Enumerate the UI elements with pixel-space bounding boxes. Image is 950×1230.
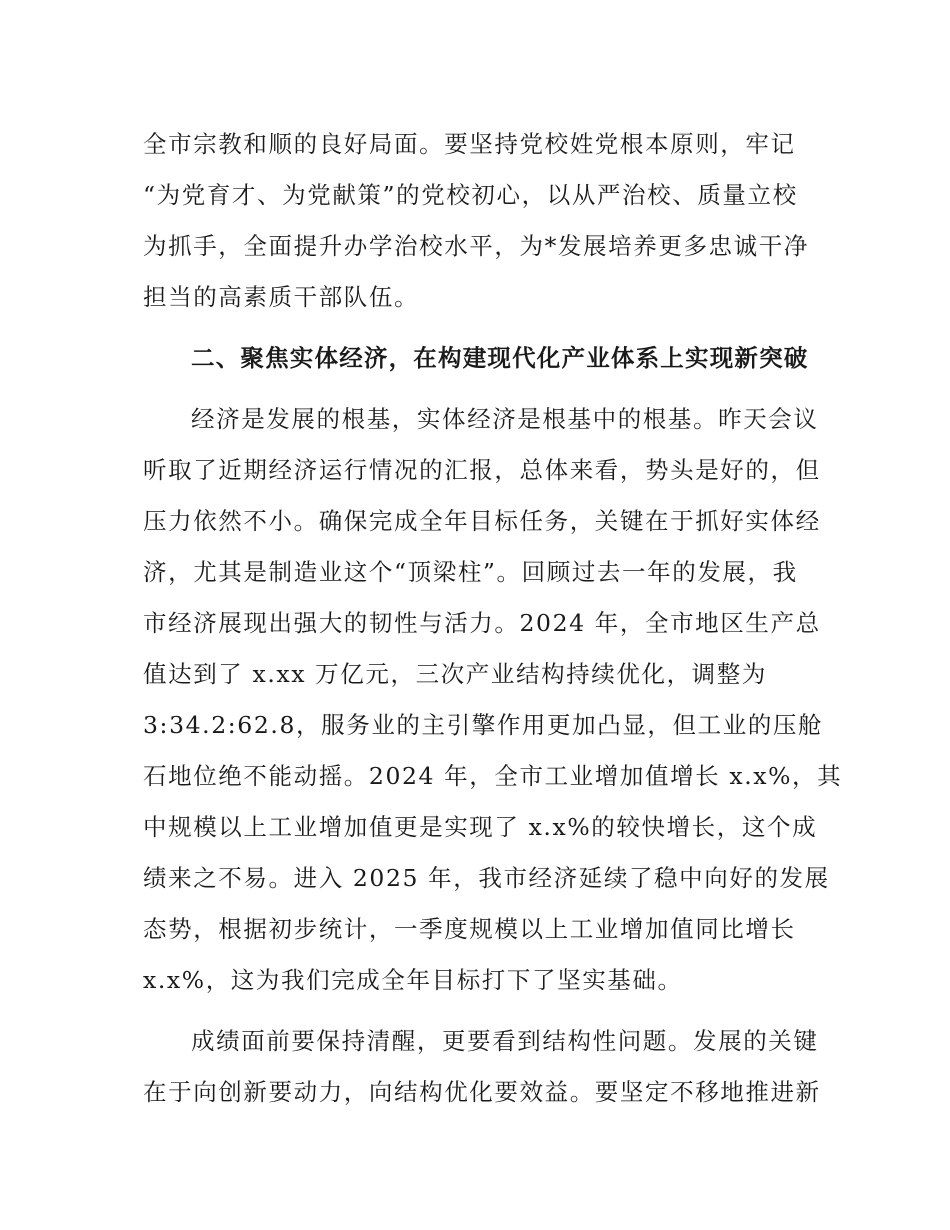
paragraph-line: 3:34.2:62.8，服务业的主引擎作用更加凸显，但工业的压舱 — [143, 711, 824, 739]
paragraph-line: 为抓手，全面提升办学治校水平，为*发展培养更多忠诚干净 — [143, 232, 809, 260]
paragraph-line: 绩来之不易。进入 2025 年，我市经济延续了稳中向好的发展 — [143, 864, 830, 892]
paragraph-line: 经济是发展的根基，实体经济是根基中的根基。昨天会议 — [191, 405, 819, 433]
paragraph-line: 成绩面前要保持清醒，更要看到结构性问题。发展的关键 — [191, 1027, 819, 1055]
paragraph-line: 市经济展现出强大的韧性与活力。2024 年，全市地区生产总 — [143, 609, 821, 637]
paragraph-line: “为党育才、为党献策”的党校初心，以从严治校、质量立校 — [143, 181, 798, 209]
paragraph-line: 济，尤其是制造业这个“顶梁柱”。回顾过去一年的发展，我 — [143, 558, 798, 586]
paragraph-line: 值达到了 x.xx 万亿元，三次产业结构持续优化，调整为 — [143, 660, 767, 688]
paragraph-line: x.x%，这为我们完成全年目标打下了坚实基础。 — [143, 966, 683, 994]
paragraph-line: 中规模以上工业增加值更是实现了 x.x%的较快增长，这个成 — [143, 813, 818, 841]
section-heading: 二、聚焦实体经济，在构建现代化产业体系上实现新突破 — [191, 344, 809, 372]
paragraph-line: 担当的高素质干部队伍。 — [143, 283, 420, 311]
paragraph-line: 在于向创新要动力，向结构优化要效益。要坚定不移地推进新 — [143, 1078, 821, 1106]
paragraph-line: 压力依然不小。确保完成全年目标任务，关键在于抓好实体经 — [143, 507, 821, 535]
paragraph-line: 态势，根据初步统计，一季度规模以上工业增加值同比增长 — [143, 915, 796, 943]
paragraph-line: 石地位绝不能动摇。2024 年，全市工业增加值增长 x.x%，其 — [143, 762, 843, 790]
paragraph-line: 全市宗教和顺的良好局面。要坚持党校姓党根本原则，牢记 — [143, 130, 796, 158]
paragraph-line: 听取了近期经济运行情况的汇报，总体来看，势头是好的，但 — [143, 456, 821, 484]
